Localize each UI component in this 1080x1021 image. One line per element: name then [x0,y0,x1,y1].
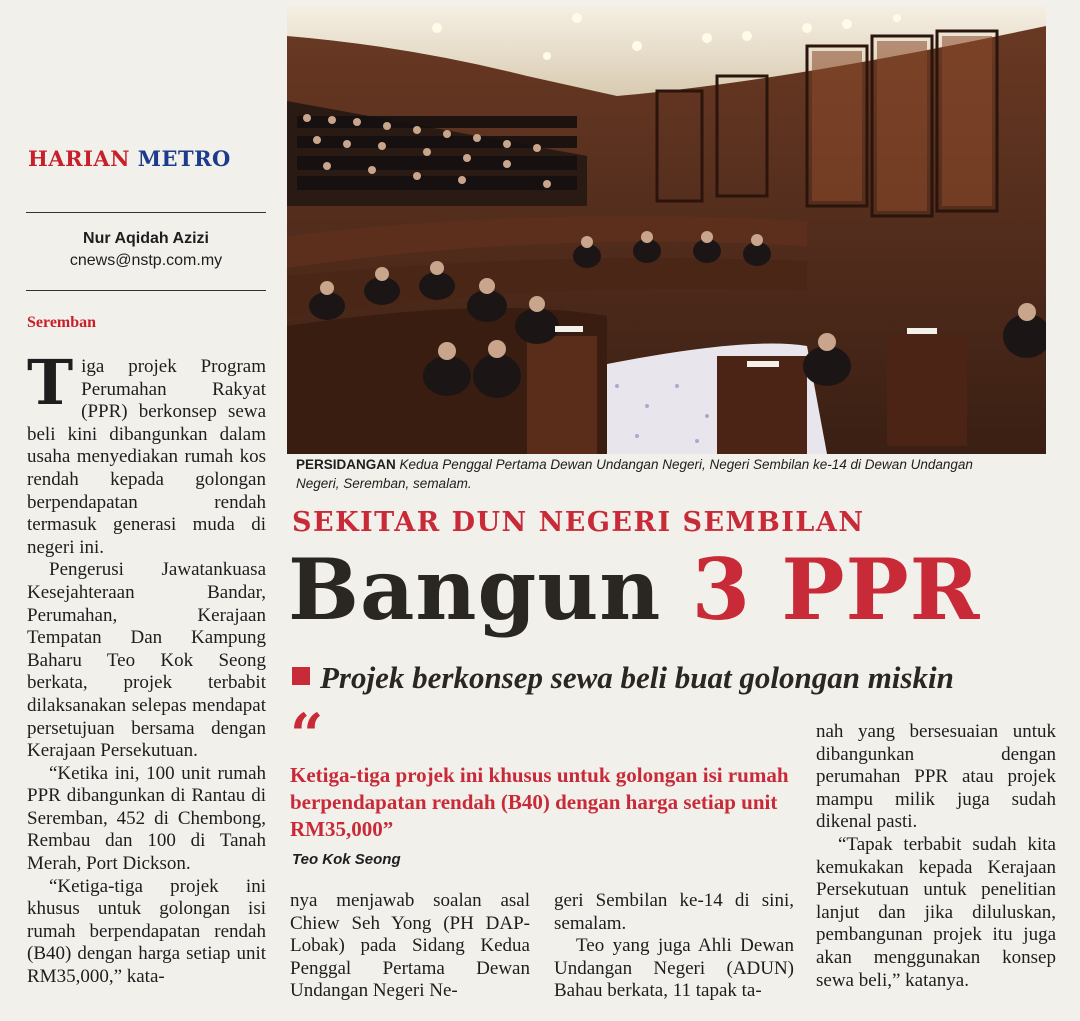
divider-bottom [26,290,266,291]
byline-email: cnews@nstp.com.my [69,252,223,269]
article-column-4 [816,721,1056,992]
pull-quote-author: Teo Kok Seong [292,851,401,868]
caption-text: Kedua Penggal Pertama Dewan Undangan Negeri, Negeri Sembilan ke-14 di Dewan Undangan Negeri, Seremban, semalam. [296,457,973,491]
quote-mark-icon: “ [290,701,324,769]
paragraph: geri Sembilan ke-14 di sini, semalam. [554,890,794,934]
paragraph: nah yang bersesuaian untuk dibangunkan dengan perumahan PPR atau projek mampu milik juga sudah dikenal pasti. [816,721,1056,833]
article-column-3 [554,890,794,1003]
headline-red-part: 3 PPR [691,540,981,639]
divider-top [26,212,266,213]
paragraph: Teo yang juga Ahli Dewan Undangan Negeri (ADUN) Bahau berkata, 11 tapak ta- [554,935,794,1002]
publication-masthead [28,146,258,171]
article-column-1 [27,346,266,989]
article-column-2 [290,890,530,1003]
photo-illustration [287,6,1046,454]
drop-cap: T [27,346,74,419]
caption-lead: PERSIDANGAN [296,457,396,472]
paragraph: nya menjawab soalan asal Chiew Seh Yong (PH DAP-Lobak) pada Sidang Kedua Penggal Pertama Dewan Undangan Negeri Ne- [290,890,530,1002]
masthead-metro: METRO [137,146,231,171]
paragraph: “Tapak terbabit sudah kita kemukakan kepada Kerajaan Persekutuan untuk penelitian lanjut dan jika diluluskan, pembangunan projek itu juga akan menggunakan konsep sewa beli,” katanya. [816,833,1056,991]
subheadline: Projek berkonsep sewa beli buat golongan miskin [320,660,954,695]
masthead-harian: HARIAN [28,146,130,171]
pull-quote-text: Ketiga-tiga projek ini khusus untuk golongan isi rumah berpendapatan rendah (B40) dengan harga setiap unit RM35,000” [290,763,789,841]
main-headline [288,540,980,640]
headline-kicker: SEKITAR DUN NEGERI SEMBILAN [292,507,865,538]
paragraph: “Ketiga-tiga projek ini khusus untuk golongan isi rumah berpendapatan rendah (B40) dengan harga setiap unit RM35,000,” kata- [27,875,266,988]
paragraph: Tiga projek Program Perumahan Rakyat (PPR) berkonsep sewa beli kini dibangunkan dalam usaha menyediakan rumah kos rendah kepada golongan berpendapatan rendah termasuk generasi muda di negeri ini. [27,346,266,558]
headline-dark-part: Bangun [288,540,662,639]
assembly-hall-photo [287,6,1046,454]
dateline-location: Seremban [27,314,97,331]
byline-author: Nur Aqidah Azizi [83,230,209,247]
paragraph: “Ketika ini, 100 unit rumah PPR dibangunkan di Rantau di Seremban, 452 di Chembong, Rembau dan 100 di Tanah Merah, Port Dickson. [27,762,266,875]
paragraph: Pengerusi Jawatankuasa Kesejahteraan Bandar, Perumahan, Kerajaan Tempatan Dan Kampung Baharu Teo Kok Seong berkata, projek terbabit dilaksanakan selepas mendapat persetujuan bersama dengan Kerajaan Persekutuan. [27,559,266,762]
subhead-bullet-icon [292,667,310,685]
photo-caption [296,455,996,493]
